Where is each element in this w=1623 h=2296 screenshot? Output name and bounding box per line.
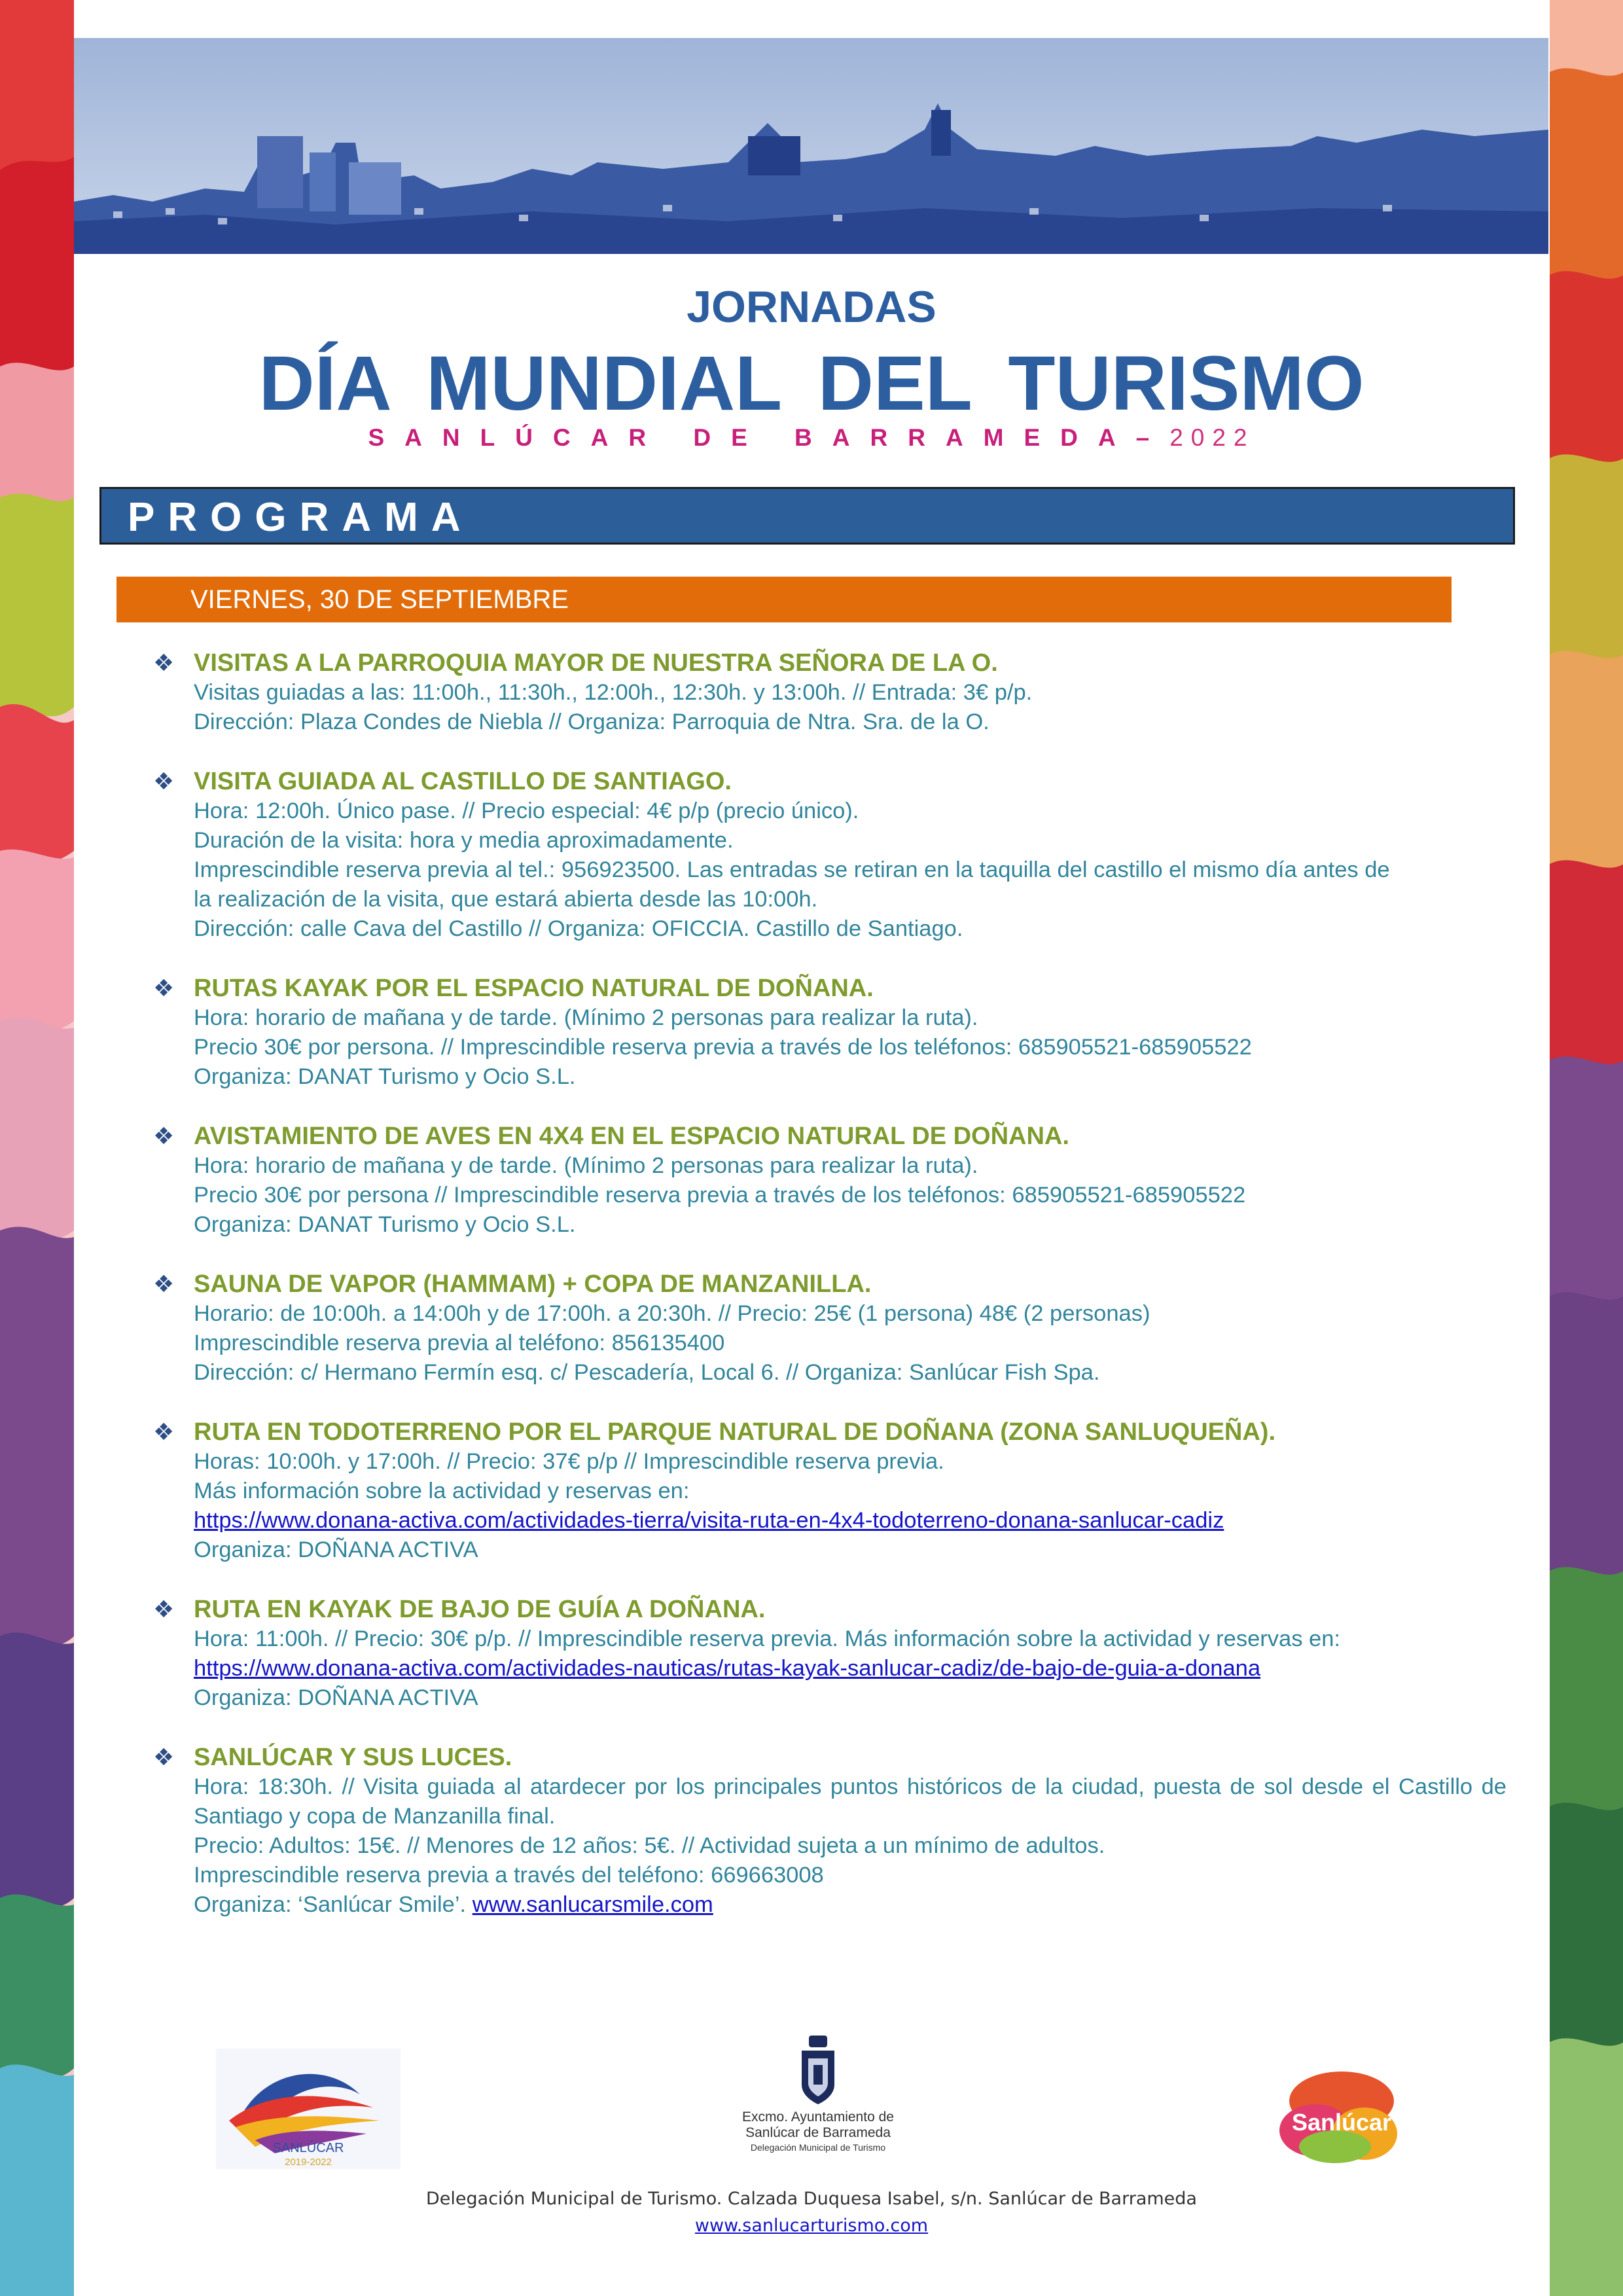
day-header-bar [116, 577, 1452, 622]
event-detail: Más información sobre la actividad y reservas en: [194, 1479, 690, 1503]
event-item [154, 1121, 1507, 1240]
event-detail: Imprescindible reserva previa a través del teléfono: 669663008 [194, 1863, 824, 1888]
event-detail: Precio 30€ por persona. // Imprescindible reserva previa a través de los teléfonos: 685905521-685905522 [194, 1035, 1252, 1060]
right-logo-text: Sanlúcar [1291, 2109, 1392, 2136]
event-title: SAUNA DE VAPOR (HAMMAM) + COPA DE MANZANILLA. [194, 1270, 872, 1298]
event-detail: Dirección: calle Cava del Castillo // Organiza: OFICCIA. Castillo de Santiago. [194, 916, 963, 941]
donana-kayak-link[interactable]: https://www.donana-activa.com/actividades-nauticas/rutas-kayak-sanlucar-cadiz/de-bajo-de-guia-a-donana [194, 1656, 1261, 1681]
event-detail: Horas: 10:00h. y 17:00h. // Precio: 37€ p/p // Imprescindible reserva previa. [194, 1449, 944, 1474]
program-label: PROGRAMA [128, 495, 474, 540]
event-detail: Organiza: DOÑANA ACTIVA [194, 1537, 478, 1562]
diamond-bullet-icon: ❖ [153, 649, 175, 676]
event-detail: Organiza: DANAT Turismo y Ocio S.L. [194, 1064, 576, 1089]
event-detail: Hora: 18:30h. // Visita guiada al atardecer por los principales puntos históricos de la ciudad, puesta de sol desde el Castillo de Santiago y copa de Manzanilla final. [194, 1774, 1507, 1829]
page-title: DÍA MUNDIAL DEL TURISMO [259, 340, 1364, 427]
event-list [154, 648, 1507, 1949]
event-link-line [154, 1506, 1507, 1535]
event-detail: la realización de la visita, que estará abierta desde las 10:00h. [194, 887, 818, 912]
event-title: VISITAS A LA PARROQUIA MAYOR DE NUESTRA SEÑORA DE LA O. [194, 649, 998, 677]
diamond-bullet-icon: ❖ [153, 1270, 175, 1297]
event-detail: Dirección: Plaza Condes de Niebla // Organiza: Parroquia de Ntra. Sra. de la O. [194, 709, 990, 734]
event-item [154, 1742, 1507, 1920]
event-detail: Hora: horario de mañana y de tarde. (Mínimo 2 personas para realizar la ruta). [194, 1153, 978, 1178]
event-title: RUTA EN TODOTERRENO POR EL PARQUE NATURAL DE DOÑANA (ZONA SANLUQUEÑA). [194, 1418, 1276, 1446]
subtitle-place: SANLÚCAR DE BARRAMEDA [368, 424, 1136, 451]
event-item [154, 648, 1507, 737]
footer-website-link[interactable]: www.sanlucarturismo.com [694, 2215, 929, 2236]
seal-line-3: Delegación Municipal de Turismo [750, 2142, 886, 2153]
subtitle-year: 2022 [1169, 424, 1255, 451]
event-detail: Organiza: DOÑANA ACTIVA [194, 1685, 478, 1710]
event-detail: Horario: de 10:00h. a 14:00h y de 17:00h. a 20:30h. // Precio: 25€ (1 persona) 48€ (2 personas) [194, 1301, 1150, 1326]
event-title: VISITA GUIADA AL CASTILLO DE SANTIAGO. [194, 768, 732, 795]
diamond-bullet-icon: ❖ [153, 1418, 175, 1445]
event-detail: Imprescindible reserva previa al tel.: 956923500. Las entradas se retiran en la taquilla del castillo el mismo día antes de [194, 857, 1390, 882]
left-logo-years: 2019-2022 [285, 2157, 332, 2168]
event-link-line [154, 1654, 1507, 1683]
seal-line-2: Sanlúcar de Barrameda [745, 2125, 891, 2140]
header-skyline-image [74, 38, 1548, 254]
event-detail: Duración de la visita: hora y media aproximadamente. [194, 828, 734, 853]
diamond-bullet-icon: ❖ [153, 768, 175, 795]
event-detail: Imprescindible reserva previa al teléfono: 856135400 [194, 1331, 725, 1355]
day-label: VIERNES, 30 DE SEPTIEMBRE [190, 585, 569, 614]
event-item [154, 1269, 1507, 1388]
event-item [154, 766, 1507, 944]
event-detail: Dirección: c/ Hermano Fermín esq. c/ Pescadería, Local 6. // Organiza: Sanlúcar Fish Spa. [194, 1360, 1100, 1385]
diamond-bullet-icon: ❖ [153, 1744, 175, 1770]
diamond-bullet-icon: ❖ [153, 1122, 175, 1149]
donana-4x4-link[interactable]: https://www.donana-activa.com/actividades-tierra/visita-ruta-en-4x4-todoterreno-donana-sanlucar-cadiz [194, 1508, 1224, 1533]
event-detail: Precio 30€ por persona // Imprescindible reserva previa a través de los teléfonos: 685905521-685905522 [194, 1183, 1246, 1208]
header-kicker: JORNADAS [687, 282, 936, 332]
event-detail: Organiza: DANAT Turismo y Ocio S.L. [194, 1212, 576, 1237]
sanlucar-brand-logo [1276, 2068, 1407, 2166]
organizer-text: Organiza: ‘Sanlúcar Smile’. [194, 1892, 473, 1917]
event-detail [154, 1890, 1507, 1920]
event-detail: Precio: Adultos: 15€. // Menores de 12 años: 5€. // Actividad sujeta a un mínimo de adultos. [194, 1833, 1105, 1858]
event-item [154, 1417, 1507, 1565]
event-title: RUTAS KAYAK POR EL ESPACIO NATURAL DE DOÑANA. [194, 975, 874, 1002]
program-section-bar [99, 487, 1515, 545]
left-logo-title: SANLÚCAR [272, 2141, 344, 2155]
event-detail: Hora: horario de mañana y de tarde. (Mínimo 2 personas para realizar la ruta). [194, 1005, 978, 1030]
sanlucarsmile-link[interactable]: www.sanlucarsmile.com [472, 1892, 713, 1917]
seal-line-1: Excmo. Ayuntamiento de [742, 2109, 894, 2125]
event-detail: Hora: 11:00h. // Precio: 30€ p/p. // Imprescindible reserva previa. Más información sobre la actividad y reservas en: [194, 1626, 1341, 1651]
ayuntamiento-seal [720, 2032, 916, 2163]
event-title: AVISTAMIENTO DE AVES EN 4X4 EN EL ESPACIO NATURAL DE DOÑANA. [194, 1122, 1069, 1150]
event-item [154, 1594, 1507, 1713]
page-subtitle [0, 424, 1623, 452]
diamond-bullet-icon: ❖ [153, 975, 175, 1001]
diamond-bullet-icon: ❖ [153, 1596, 175, 1623]
subtitle-dash: – [1135, 424, 1170, 451]
sanlucar-2019-2022-logo [216, 2049, 401, 2169]
event-detail: Visitas guiadas a las: 11:00h., 11:30h., 12:00h., 12:30h. y 13:00h. // Entrada: 3€ p/p. [194, 680, 1033, 705]
event-detail: Hora: 12:00h. Único pase. // Precio especial: 4€ p/p (precio único). [194, 798, 859, 823]
event-item [154, 973, 1507, 1092]
event-title: RUTA EN KAYAK DE BAJO DE GUÍA A DOÑANA. [194, 1596, 766, 1623]
footer-address: Delegación Municipal de Turismo. Calzada Duquesa Isabel, s/n. Sanlúcar de Barrameda [426, 2189, 1197, 2209]
event-title: SANLÚCAR Y SUS LUCES. [194, 1744, 512, 1771]
